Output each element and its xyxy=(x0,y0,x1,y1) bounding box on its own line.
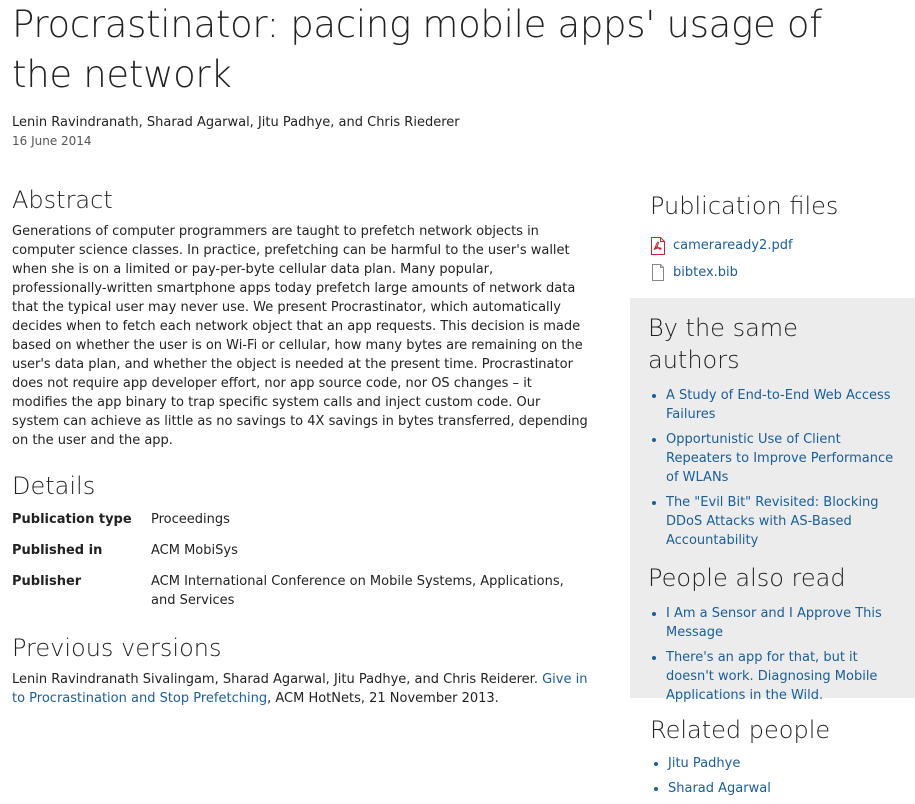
details-row xyxy=(12,510,588,541)
related-people xyxy=(650,714,910,804)
details-label: Publication type xyxy=(12,512,132,527)
also-read-link[interactable]: I Am a Sensor and I Approve This Message xyxy=(666,606,882,640)
publication-files xyxy=(650,190,910,286)
previous-version-link[interactable]: Give in to Procrastination and Stop Prefetching xyxy=(12,672,588,706)
details-value: ACM International Conference on Mobile Systems, Applications, and Services xyxy=(151,574,564,608)
list-item xyxy=(666,386,897,424)
details-value: ACM MobiSys xyxy=(151,543,238,558)
file-row xyxy=(650,259,910,286)
details-label: Publisher xyxy=(12,574,82,589)
details-label: Published in xyxy=(12,543,103,558)
same-authors-heading: By the same authors xyxy=(648,314,798,374)
list-item xyxy=(666,648,897,705)
file-link[interactable]: bibtex.bib xyxy=(673,265,738,280)
previous-version-suffix: , ACM HotNets, 21 November 2013. xyxy=(267,691,499,706)
same-authors-list xyxy=(648,386,897,550)
details-row xyxy=(12,541,588,572)
main-content xyxy=(12,184,588,708)
file-link[interactable]: cameraready2.pdf xyxy=(673,238,793,253)
same-authors-link[interactable]: A Study of End-to-End Web Access Failures xyxy=(666,388,891,422)
also-read-link[interactable]: There's an app for that, but it doesn't work. Diagnosing Mobile Applications in the Wild. xyxy=(666,650,878,703)
sidebar xyxy=(630,0,915,800)
same-authors-link[interactable]: Opportunistic Use of Client Repeaters to Improve Performance of WLANs xyxy=(666,432,894,485)
publication-date: 16 June 2014 xyxy=(12,134,92,148)
related-person-link[interactable]: Sharad Agarwal xyxy=(668,781,771,796)
people-also-read-list xyxy=(648,604,897,705)
list-item xyxy=(668,779,910,798)
publication-files-heading: Publication files xyxy=(650,192,839,220)
related-content-panel xyxy=(630,298,915,703)
previous-versions-text xyxy=(12,670,588,708)
list-item xyxy=(666,604,897,642)
details-row xyxy=(12,572,588,622)
abstract-text: Generations of computer programmers are taught to prefetch network objects in computer science classes. In practice, prefetching can be harmful to the user's wallet when she is on a limited or pay-per-byte cellular data plan. Many popular, professionally-written smartphone apps today prefetch large amounts of network data that the typical user may never use. We present Procrastinator, which automatically decides when to fetch each network object that an app requests. This decision is made based on whether the user is on Wi-Fi or cellular, how many bytes are remaining on the user's data plan, and whether the object is needed at the present time. Procrastinator does not require app developer effort, nor app source code, nor OS changes – it modifies the app binary to trap specific system calls and inject custom code. Our system can achieve as little as no savings to 4X savings in bytes transferred, depending on the user and the app. xyxy=(12,224,588,448)
details-heading: Details xyxy=(12,472,96,500)
pdf-file-icon xyxy=(650,237,666,255)
related-people-list xyxy=(650,754,910,798)
people-also-read-heading: People also read xyxy=(648,564,846,592)
abstract-heading: Abstract xyxy=(12,186,113,214)
previous-authors: Lenin Ravindranath Sivalingam, Sharad Agarwal, Jitu Padhye, and Chris Reiderer. xyxy=(12,672,538,687)
authors: Lenin Ravindranath, Sharad Agarwal, Jitu Padhye, and Chris Riederer xyxy=(12,115,460,130)
details-table xyxy=(12,510,588,622)
list-item xyxy=(666,493,897,550)
page-title: Procrastinator: pacing mobile apps' usage of the network xyxy=(12,3,822,96)
previous-versions-heading: Previous versions xyxy=(12,634,222,662)
related-people-heading: Related people xyxy=(650,716,831,744)
details-value: Proceedings xyxy=(151,512,230,527)
file-icon xyxy=(650,264,666,282)
list-item xyxy=(668,754,910,773)
file-row xyxy=(650,232,910,259)
same-authors-link[interactable]: The "Evil Bit" Revisited: Blocking DDoS Attacks with AS-Based Accountability xyxy=(666,495,879,548)
related-person-link[interactable]: Jitu Padhye xyxy=(668,756,741,771)
list-item xyxy=(666,430,897,487)
